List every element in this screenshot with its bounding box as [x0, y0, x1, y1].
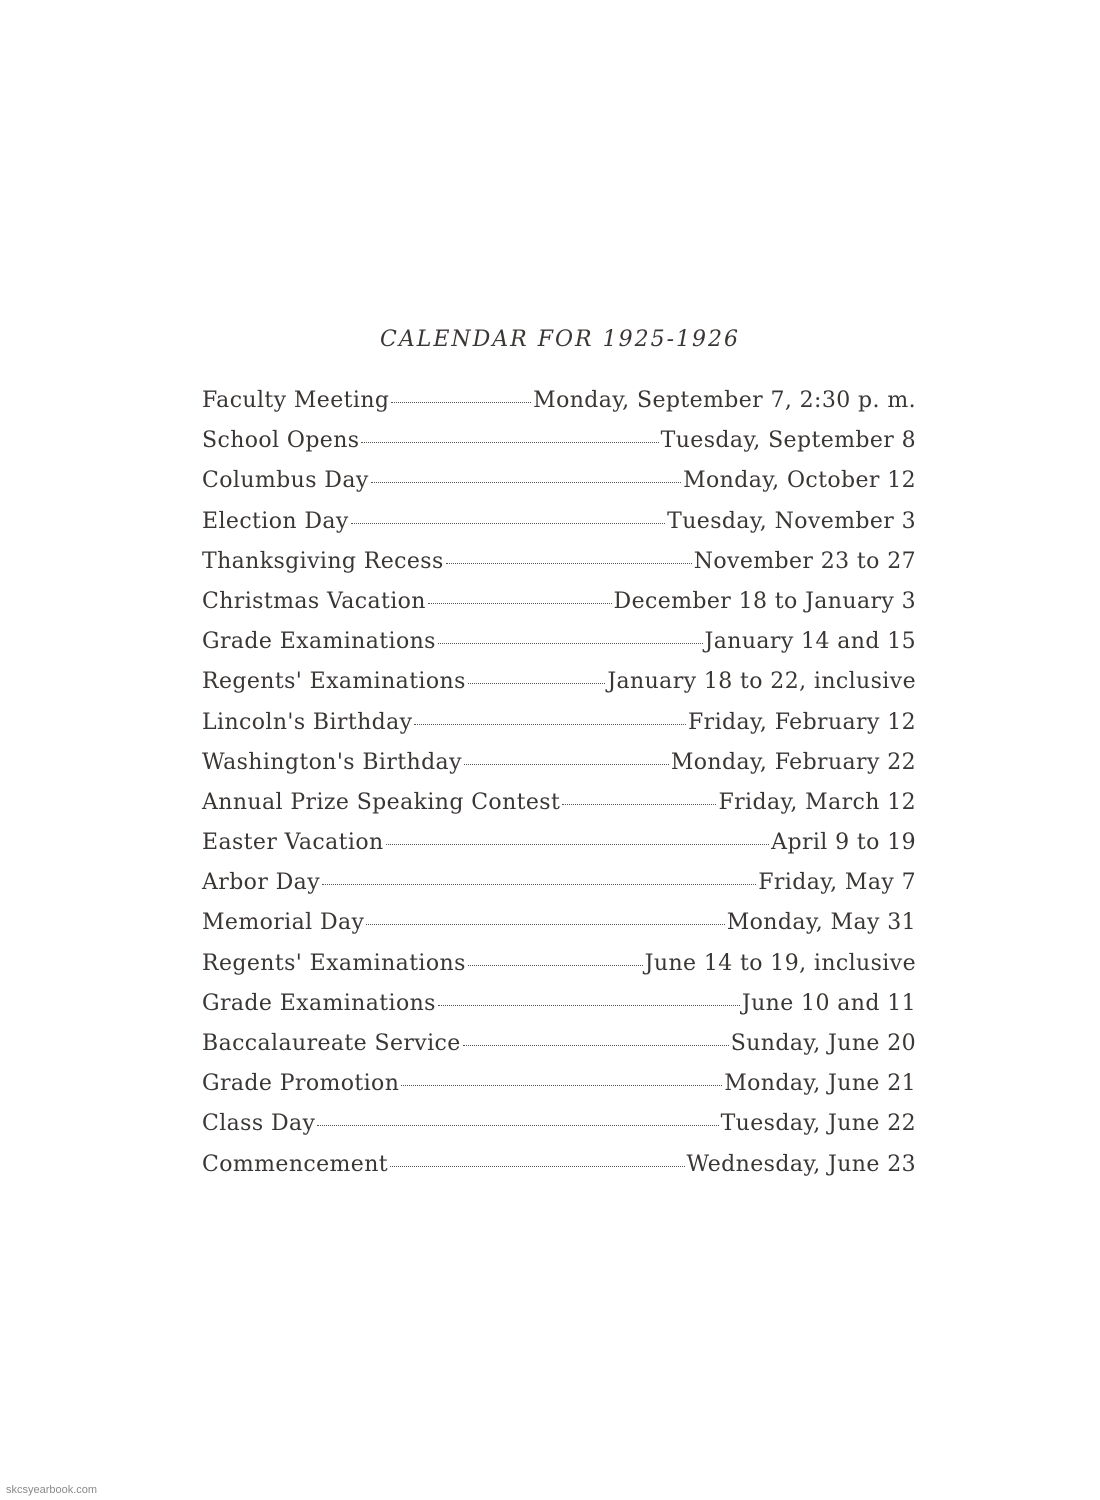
calendar-row: [202, 1031, 916, 1071]
event-date: Monday, October 12: [683, 468, 916, 494]
dot-leader: [468, 965, 643, 966]
event-name: Columbus Day: [202, 468, 369, 494]
dot-leader: [446, 563, 692, 564]
calendar-row: [202, 629, 916, 669]
calendar-row: [202, 669, 916, 709]
calendar-row: [202, 509, 916, 549]
event-name: Commencement: [202, 1151, 389, 1177]
dot-leader: [351, 523, 665, 524]
event-name: Arbor Day: [202, 870, 321, 896]
dot-leader: [322, 884, 756, 885]
dot-leader: [562, 804, 716, 805]
event-date: June 10 and 11: [741, 990, 916, 1016]
event-date: Monday, September 7, 2:30 p. m.: [533, 388, 916, 413]
event-name: School Opens: [202, 428, 360, 454]
calendar-row: [202, 468, 916, 508]
event-date: Friday, March 12: [718, 789, 916, 815]
calendar-row: [202, 1071, 916, 1111]
calendar-row: [202, 991, 916, 1031]
event-date: Monday, February 22: [670, 749, 916, 775]
event-name: Election Day: [202, 508, 349, 534]
event-name: Lincoln's Birthday: [202, 709, 413, 735]
event-date: November 23 to 27: [693, 548, 916, 574]
event-date: Tuesday, September 8: [660, 428, 916, 454]
event-name: Annual Prize Speaking Contest: [202, 789, 561, 815]
event-date: January 14 and 15: [704, 629, 916, 655]
calendar-row: [202, 951, 916, 991]
event-name: Grade Examinations: [202, 629, 436, 655]
event-name: Baccalaureate Service: [202, 1031, 461, 1056]
dot-leader: [468, 683, 606, 684]
calendar-row: [202, 1152, 916, 1192]
calendar-row: [202, 1111, 916, 1151]
event-name: Thanksgiving Recess: [202, 548, 444, 574]
calendar-row: [202, 428, 916, 468]
event-date: January 18 to 22, inclusive: [607, 669, 916, 695]
calendar-row: [202, 549, 916, 589]
event-date: Sunday, June 20: [730, 1031, 916, 1056]
dot-leader: [317, 1125, 718, 1126]
calendar-row: [202, 388, 916, 428]
dot-leader: [414, 724, 686, 725]
dot-leader: [390, 1166, 685, 1167]
dot-leader: [401, 1085, 722, 1086]
event-date: December 18 to January 3: [613, 588, 916, 614]
calendar-row: [202, 589, 916, 629]
dot-leader: [428, 603, 612, 604]
event-name: Memorial Day: [202, 910, 365, 936]
calendar-row: [202, 910, 916, 950]
event-date: Wednesday, June 23: [686, 1151, 916, 1177]
calendar-row: [202, 830, 916, 870]
event-date: Monday, June 21: [724, 1071, 916, 1097]
event-name: Washington's Birthday: [202, 749, 462, 775]
event-date: Monday, May 31: [726, 910, 916, 936]
dot-leader: [438, 1005, 740, 1006]
dot-leader: [361, 442, 658, 443]
event-date: Friday, February 12: [687, 709, 916, 735]
event-name: Class Day: [202, 1111, 316, 1137]
dot-leader: [366, 924, 724, 925]
dot-leader: [464, 764, 669, 765]
site-watermark: skcsyearbook.com: [6, 1484, 98, 1496]
page-title: CALENDAR FOR 1925-1926: [380, 327, 740, 352]
event-date: Tuesday, November 3: [667, 508, 916, 534]
event-name: Regents' Examinations: [202, 669, 466, 695]
event-name: Grade Promotion: [202, 1071, 400, 1097]
event-date: April 9 to 19: [771, 830, 916, 856]
event-date: Friday, May 7: [758, 870, 916, 896]
calendar-list: [202, 388, 916, 1192]
event-name: Easter Vacation: [202, 830, 384, 856]
event-date: June 14 to 19, inclusive: [644, 950, 916, 976]
event-name: Grade Examinations: [202, 990, 436, 1016]
calendar-row: [202, 710, 916, 750]
dot-leader: [371, 482, 681, 483]
dot-leader: [438, 643, 703, 644]
calendar-row: [202, 750, 916, 790]
event-name: Christmas Vacation: [202, 588, 426, 614]
event-date: Tuesday, June 22: [720, 1111, 916, 1137]
event-name: Faculty Meeting: [202, 388, 390, 413]
dot-leader: [463, 1045, 729, 1046]
calendar-row: [202, 790, 916, 830]
dot-leader: [391, 402, 531, 403]
dot-leader: [386, 844, 770, 845]
calendar-row: [202, 870, 916, 910]
event-name: Regents' Examinations: [202, 950, 466, 976]
